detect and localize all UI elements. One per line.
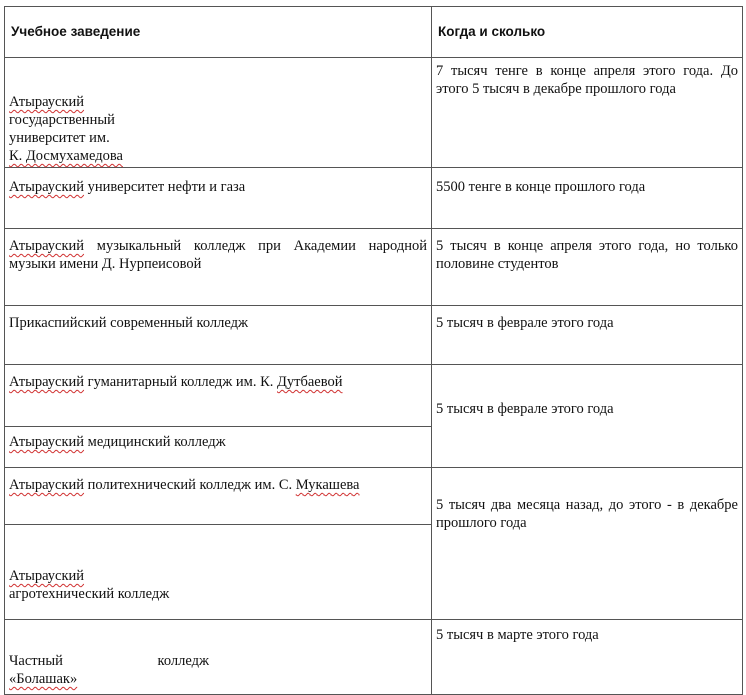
institution-name-rest: университет нефти и газа: [84, 179, 246, 195]
payment-cell: 5 тысяч в феврале этого года: [432, 306, 743, 365]
institution-name-prefix: Атырауский: [9, 238, 85, 254]
payment-cell: 5 тысяч в марте этого года: [432, 620, 743, 695]
institution-cell: [5, 58, 432, 168]
institution-line: университет им.: [9, 130, 110, 146]
institution-line: «Болашак»: [9, 671, 78, 687]
institution-line: Атырауский: [9, 94, 85, 110]
institution-line: Атырауский: [9, 568, 85, 584]
payments-table: [4, 6, 743, 695]
table-row: [5, 168, 743, 229]
institution-name-prefix: Атырауский: [9, 374, 85, 390]
institution-cell: [5, 427, 432, 468]
institution-name-rest: политехнический колледж им. С.: [84, 477, 296, 493]
institution-name-prefix: Атырауский: [9, 179, 85, 195]
institution-name-suffix: Мукашева: [295, 477, 360, 493]
institution-name-rest: гуманитарный колледж им. К.: [84, 374, 277, 390]
institution-words: [9, 652, 209, 670]
table-row: [5, 365, 743, 427]
institution-cell: Прикаспийский современный колледж: [5, 306, 432, 365]
institution-cell: [5, 525, 432, 620]
payment-cell: 5 тысяч два месяца назад, до этого - в декабре прошлого года: [432, 468, 743, 620]
payment-cell: 5 тысяч в феврале этого года: [432, 365, 743, 468]
institution-name-rest: медицинский колледж: [84, 434, 226, 450]
institution-line: агротехнический колледж: [9, 586, 170, 602]
table-row: [5, 58, 743, 168]
table-header-row: [5, 7, 743, 58]
institution-cell: [5, 365, 432, 427]
table-row: [5, 306, 743, 365]
header-payment: Когда и сколько: [432, 7, 743, 58]
institution-line: К. Досмухамедова: [9, 148, 123, 164]
payment-cell: 5 тысяч в конце апреля этого года, но только половине студентов: [432, 229, 743, 306]
institution-name-prefix: Атырауский: [9, 434, 85, 450]
header-institution: Учебное заведение: [5, 7, 432, 58]
table-row: [5, 229, 743, 306]
institution-line: государственный: [9, 112, 115, 128]
institution-cell: [5, 620, 432, 695]
institution-cell: [5, 468, 432, 525]
institution-cell: [5, 168, 432, 229]
table-row: [5, 620, 743, 695]
institution-name-prefix: Атырауский: [9, 477, 85, 493]
payment-cell: 7 тысяч тенге в конце апреля этого года. До этого 5 тысяч в декабре прошлого года: [432, 58, 743, 168]
institution-cell: [5, 229, 432, 306]
table-row: [5, 468, 743, 525]
institution-name-suffix: Дутбаевой: [277, 374, 343, 390]
institution-word: колледж: [157, 653, 209, 669]
institution-name-rest: музыкальный колледж при Академии народной музыки имени Д. Нурпеисовой: [9, 238, 427, 272]
institution-word: Частный: [9, 653, 63, 669]
payment-cell: 5500 тенге в конце прошлого года: [432, 168, 743, 229]
